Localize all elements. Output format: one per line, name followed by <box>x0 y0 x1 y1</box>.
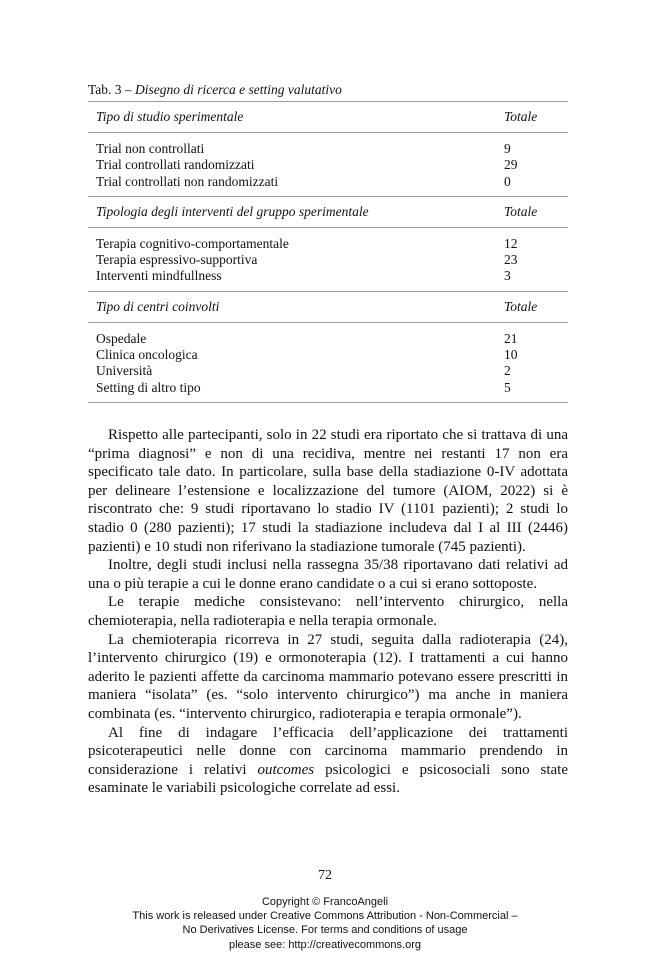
paragraph-text: Al fine di indagare l’efficacia dell’applicazione dei trattamenti psicoterapeutici nelle donne con carcinoma mammario prendendo in considerazione i relativi <box>88 724 568 778</box>
table-row <box>96 347 568 363</box>
table-section-header <box>88 102 568 132</box>
paragraph: Le terapie mediche consistevano: nell’intervento chirurgico, nella chemioterapia, nella radioterapia e nella terapia ormonale. <box>88 594 568 629</box>
section-header-label: Tipologia degli interventi del gruppo sperimentale <box>96 203 369 219</box>
table-section-header <box>88 292 568 322</box>
table-caption-prefix: Tab. 3 – <box>88 82 136 97</box>
row-value: 29 <box>504 157 518 173</box>
row-label: Terapia espressivo-supportiva <box>96 252 258 268</box>
table-row <box>96 331 568 347</box>
paragraph: La chemioterapia ricorreva in 27 studi, seguita dalla radioterapia (24), l’intervento chirurgico (19) e ormonoterapia (12). I trattamenti a cui hanno aderito le pazienti affette da carcinoma mammario potevano essere prescritti in maniera “isolata” (es. “solo intervento chirurgico”) ma anche in maniera combinata (es. “intervento chirurgico, radioterapia e terapia ormonale”). <box>88 631 568 722</box>
row-value: 12 <box>504 235 518 251</box>
section-total-label: Totale <box>504 203 538 219</box>
research-design-table <box>88 101 568 403</box>
paragraph-text: psicologici e psicosociali sono state esaminate le variabili psicologiche correlate ad essi. <box>88 761 569 797</box>
footer-license-terms: No Derivatives License. For terms and conditions of usage <box>182 924 468 937</box>
section-total-label: Totale <box>504 298 538 314</box>
table-rule <box>88 402 568 403</box>
footer-license: This work is released under Creative Commons Attribution - Non-Commercial – <box>132 910 518 923</box>
footer-copyright: Copyright © FrancoAngeli <box>261 896 389 908</box>
paragraph <box>88 724 568 798</box>
row-label: Trial non controllati <box>96 141 205 156</box>
row-value: 10 <box>504 347 518 363</box>
row-value: 0 <box>504 173 511 189</box>
row-label: Interventi mindfullness <box>96 268 222 284</box>
row-value: 3 <box>504 268 511 284</box>
paragraph: Inoltre, degli studi inclusi nella rassegna 35/38 riportavano dati relativi ad una o più terapie a cui le donne erano candidate o a cui si erano sottoposte. <box>88 557 568 592</box>
table-row <box>96 380 568 396</box>
table-row <box>96 252 568 268</box>
row-label: Trial controllati randomizzati <box>96 157 255 173</box>
section-total-label: Totale <box>504 109 538 124</box>
table-caption-title: Disegno di ricerca e setting valutativo <box>135 82 342 97</box>
row-label: Trial controllati non randomizzati <box>96 173 279 189</box>
row-value: 21 <box>504 330 518 346</box>
footer-link: please see: http://creativecommons.org <box>229 938 421 951</box>
table-row <box>96 268 568 284</box>
paragraph: Rispetto alle partecipanti, solo in 22 studi era riportato che si trattava di una “prima diagnosi” e non di una recidiva, mentre nei restanti 17 non era specificato tale dato. In particolare, sulla base della stadiazione 0-IV adottata per delineare l’estensione e localizzazione del tumore (AIOM, 2022) si è riscontrato che: 9 studi riportavano lo stadio IV (1101 pazienti); 2 studi lo stadio 0 (280 pazienti); 17 studi la stadiazione includeva dal I al III (2446) pazienti) e 10 studi non riferivano la stadiazione tumorale (745 pazienti). <box>88 427 568 555</box>
row-label: Clinica oncologica <box>96 347 198 363</box>
page-number: 72 <box>318 868 332 883</box>
paragraph-italic-term: outcomes <box>257 761 315 778</box>
copyright-footer <box>0 895 650 952</box>
row-value: 2 <box>504 363 511 379</box>
table-section-header <box>88 197 568 227</box>
table-caption <box>88 82 342 98</box>
row-value: 23 <box>504 252 518 268</box>
table-row <box>96 363 568 379</box>
table-section-body <box>88 228 568 291</box>
row-label: Università <box>96 363 153 379</box>
table-section-body <box>88 133 568 196</box>
table-row <box>96 174 568 190</box>
table-row <box>96 236 568 252</box>
table-row <box>96 157 568 173</box>
body-text <box>88 426 568 798</box>
section-header-label: Tipo di studio sperimentale <box>96 109 244 124</box>
table-row <box>96 141 568 157</box>
table-section-body <box>88 323 568 402</box>
row-label: Terapia cognitivo-comportamentale <box>96 235 289 251</box>
row-label: Ospedale <box>96 330 147 346</box>
section-header-label: Tipo di centri coinvolti <box>96 298 220 314</box>
row-label: Setting di altro tipo <box>96 379 201 395</box>
row-value: 5 <box>504 379 511 395</box>
row-value: 9 <box>504 141 511 156</box>
